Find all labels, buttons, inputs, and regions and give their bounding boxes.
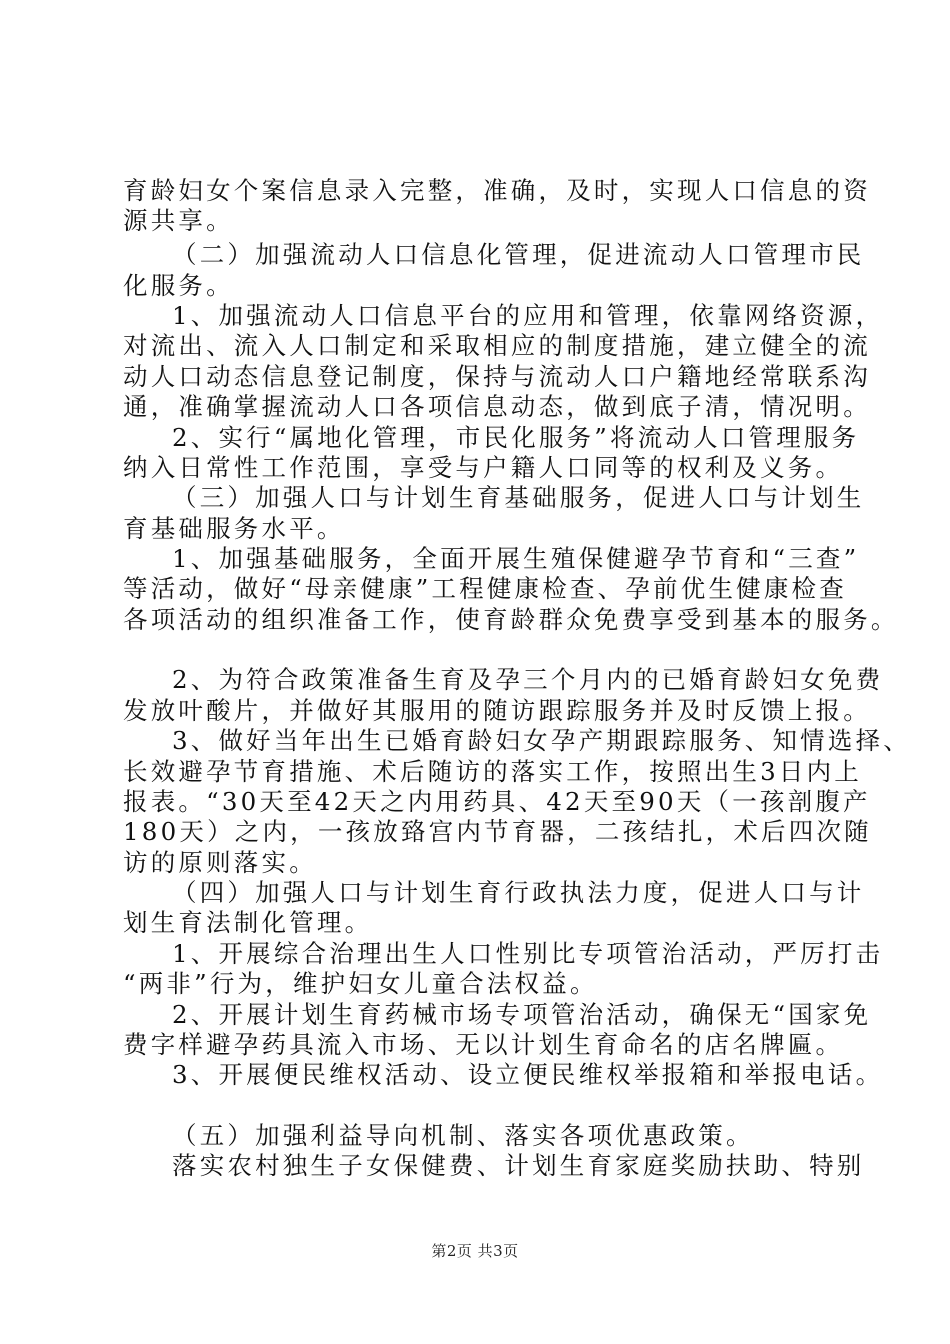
- text-line-24: 划生育法制化管理。: [123, 908, 373, 937]
- text-line-27: 2、开展计划生育药械市场专项管治活动，确保无“国家免: [172, 1000, 872, 1029]
- text-line-6: 对流出、流入人口制定和采取相应的制度措施，建立健全的流: [123, 331, 871, 360]
- text-line-18: 3、做好当年出生已婚育龄妇女孕产期跟踪服务、知情选择、: [172, 726, 911, 755]
- text-line-1: 育龄妇女个案信息录入完整，准确，及时，实现人口信息的资: [123, 176, 871, 205]
- text-line-22: 访的原则落实。: [123, 848, 317, 877]
- text-line-13: 1、加强基础服务，全面开展生殖保健避孕节育和“三查”: [172, 544, 860, 573]
- text-line-29: 3、开展便民维权活动、设立便民维权举报箱和举报电话。: [172, 1060, 884, 1089]
- text-line-9: 2、实行“属地化管理，市民化服务”将流动人口管理服务: [172, 423, 860, 452]
- text-line-31: 落实农村独生子女保健费、计划生育家庭奖励扶助、特别: [172, 1151, 865, 1180]
- text-line-25: 1、开展综合治理出生人口性别比专项管治活动，严厉打击: [172, 939, 884, 968]
- text-line-2: 源共享。: [123, 206, 234, 235]
- section-heading-3: （三）加强人口与计划生育基础服务，促进人口与计划生: [172, 483, 865, 512]
- page-footer: 第2页 共3页: [431, 1242, 519, 1260]
- section-heading-2: （二）加强流动人口信息化管理，促进流动人口管理市民: [172, 240, 865, 269]
- text-line-14: 等活动，做好“母亲健康”工程健康检查、孕前优生健康检查: [123, 574, 847, 603]
- text-line-17: 发放叶酸片，并做好其服用的随访跟踪服务并及时反馈上报。: [123, 696, 871, 725]
- text-line-5: 1、加强流动人口信息平台的应用和管理，依靠网络资源，: [172, 301, 884, 330]
- text-line-26: “两非”行为，维护妇女儿童合法权益。: [123, 969, 598, 998]
- text-line-7: 动人口动态信息登记制度，保持与流动人口户籍地经常联系沟: [123, 362, 871, 391]
- text-line-10: 纳入日常性工作范围，享受与户籍人口同等的权利及义务。: [123, 453, 844, 482]
- text-line-21: 180天）之内，一孩放臵宫内节育器，二孩结扎，术后四次随: [123, 817, 872, 846]
- section-heading-5: （五）加强利益导向机制、落实各项优惠政策。: [172, 1121, 754, 1150]
- text-line-12: 育基础服务水平。: [123, 514, 345, 543]
- text-line-4: 化服务。: [123, 271, 234, 300]
- text-line-16: 2、为符合政策准备生育及孕三个月内的已婚育龄妇女免费: [172, 665, 884, 694]
- section-heading-4: （四）加强人口与计划生育行政执法力度，促进人口与计: [172, 878, 865, 907]
- text-line-15: 各项活动的组织准备工作，使育龄群众免费享受到基本的服务。: [123, 605, 899, 634]
- text-line-8: 通，准确掌握流动人口各项信息动态，做到底子清，情况明。: [123, 392, 871, 421]
- text-line-19: 长效避孕节育措施、术后随访的落实工作，按照出生3日内上: [123, 757, 862, 786]
- text-line-20: 报表。“30天至42天之内用药具、42天至90天（一孩剖腹产: [123, 787, 871, 816]
- text-line-28: 费字样避孕药具流入市场、无以计划生育命名的店名牌匾。: [123, 1030, 844, 1059]
